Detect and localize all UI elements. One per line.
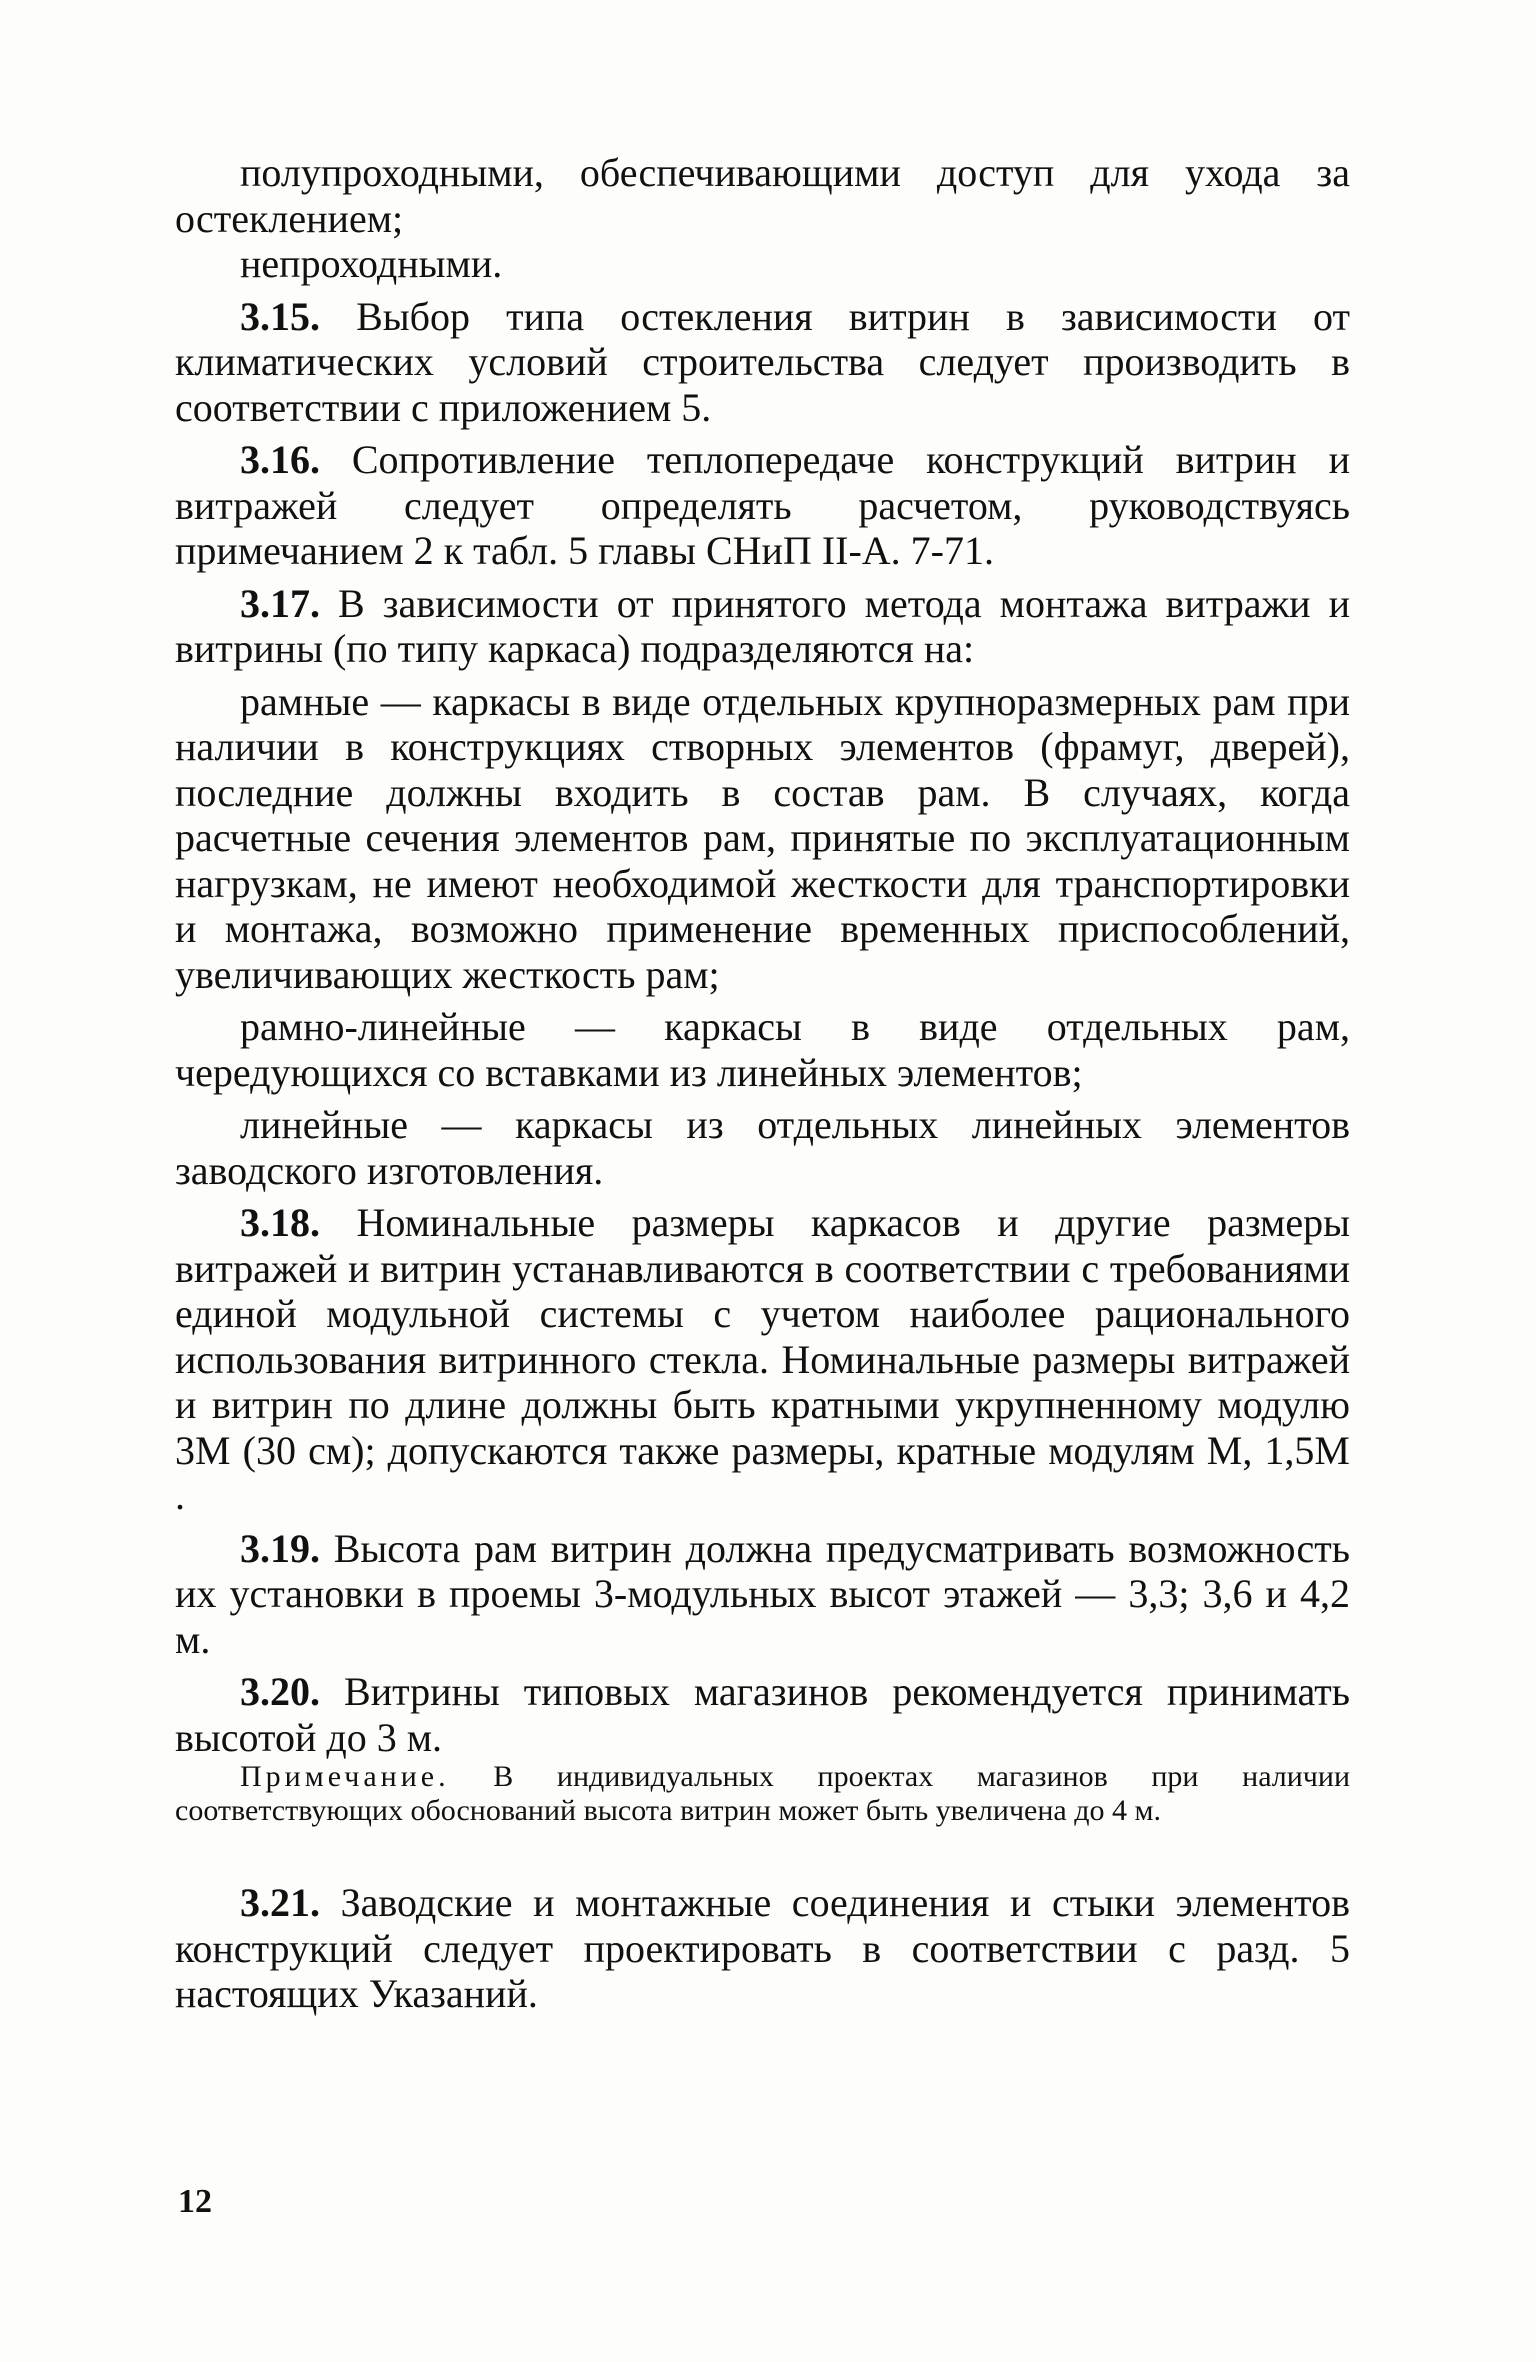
paragraph-3-21 [175, 1880, 1350, 2017]
paragraph-linear-type: линейные — каркасы из отдельных линейных элементов заводского изготовления. [175, 1102, 1350, 1193]
section-number: 3.21. [240, 1880, 320, 1925]
section-number: 3.18. [240, 1200, 320, 1245]
paragraph-3-17 [175, 581, 1350, 672]
note-lead: Примечание. [240, 1760, 450, 1793]
paragraph-text: Заводские и монтажные соединения и стыки элементов конструкций следует проектировать в соответствии с разд. 5 настоящих Указаний. [175, 1880, 1350, 2016]
page-number: 12 [178, 2183, 212, 2220]
paragraph-3-15 [175, 294, 1350, 431]
paragraph-3-20 [175, 1669, 1350, 1760]
paragraph-text: Сопротивление теплопередаче конструкций витрин и витражей следует определять расчетом, руководствуясь примечанием 2 к табл. 5 главы СНиП II-А. 7-71. [175, 437, 1350, 573]
paragraph-frame-linear-type: рамно-линейные — каркасы в виде отдельных рам, чередующихся со вставками из линейных элементов; [175, 1004, 1350, 1095]
paragraph-3-19 [175, 1526, 1350, 1663]
section-number: 3.15. [240, 293, 320, 339]
paragraph-text: Номинальные размеры каркасов и другие размеры витражей и витрин устанавливаются в соответствии с требованиями единой модульной системы с учетом наиболее рационального использования витринного стекла. Номинальные размеры витражей и витрин по длине должны быть кратными укрупненному модулю 3М (30 см); допускаются также размеры, кратные модулям М, 1,5М . [175, 1200, 1350, 1518]
section-number: 3.19. [240, 1525, 320, 1571]
paragraph-text: В зависимости от принятого метода монтажа витражи и витрины (по типу каркаса) подразделяются на: [175, 580, 1350, 671]
paragraph-intro-impassable: непроходными. [240, 241, 503, 286]
section-number: 3.20. [240, 1669, 320, 1714]
section-number: 3.17. [240, 580, 320, 626]
paragraph-text: Высота рам витрин должна предусматривать возможность их установки в проемы 3-модульных высот этажей — 3,3; 3,6 и 4,2 м. [175, 1525, 1350, 1662]
paragraph-frame-type: рамные — каркасы в виде отдельных крупноразмерных рам при наличии в конструкциях створных элементов (фрамуг, дверей), последние должны входить в состав рам. В случаях, когда расчетные сечения элементов рам, принятые по эксплуатационным нагрузкам, не имеют необходимой жесткости для транспортировки и монтажа, возможно применение временных приспособлений, увеличивающих жесткость рам; [175, 678, 1350, 997]
paragraph-3-16 [175, 437, 1350, 574]
note-text: В индивидуальных проектах магазинов при наличии соответствующих обоснований высота витрин может быть увеличена до 4 м. [175, 1760, 1350, 1827]
section-number: 3.16. [240, 437, 320, 482]
body-text [175, 150, 1350, 2017]
paragraph-text: Витрины типовых магазинов рекомендуется принимать высотой до 3 м. [175, 1669, 1350, 1760]
paragraph-3-18 [175, 1200, 1350, 1519]
paragraph-intro-semipassable: полупроходными, обеспечивающими доступ для ухода за остеклением; [175, 150, 1350, 241]
paragraph-text: Выбор типа остекления витрин в зависимости от климатических условий строительства следует производить в соответствии с приложением 5. [175, 293, 1350, 430]
note [175, 1760, 1350, 1828]
